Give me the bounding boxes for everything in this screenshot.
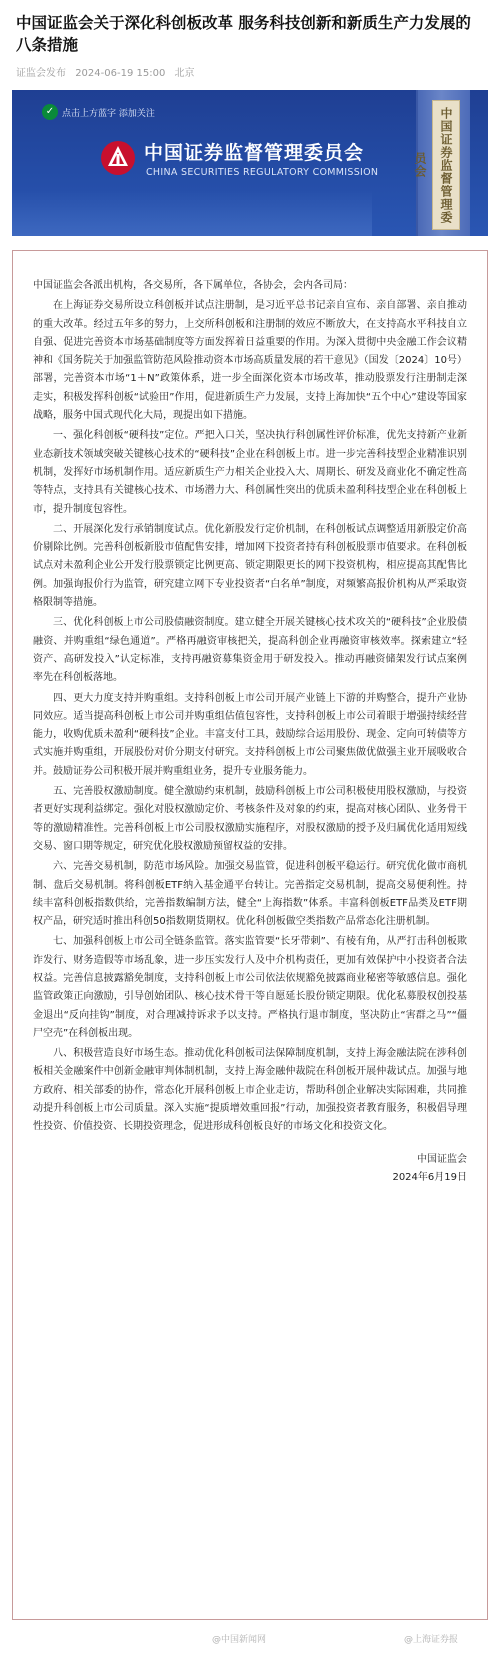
- document-signature: [33, 1151, 467, 1187]
- paragraph-measure-4: 四、更大力度支持并购重组。支持科创板上市公司开展产业链上下游的并购整合，提升产业协同效应。适当提高科创板上市公司并购重组估值包容性，支持科创板上市公司着眼于增强持续经营能力，收购优质未盈利“硬科技”企业。丰富支付工具，鼓励综合运用股份、现金、定向可转债等方式实施并购重组，开展股份对价分期支付研究。支持科创板上市公司聚焦做优做强主业开展吸收合并。鼓励证券公司积极开展并购重组业务，提升专业服务能力。: [33, 692, 467, 777]
- follow-text: 点击上方蓝字 添加关注: [62, 108, 155, 119]
- article-source[interactable]: 证监会发布: [16, 68, 66, 79]
- article-meta: [16, 64, 484, 80]
- paragraph-measure-2: 二、开展深化发行承销制度试点。优化新股发行定价机制，在科创板试点调整适用新股定价高价剔除比例。完善科创板新股市值配售安排，增加网下投资者持有科创板股票市值要求。在科创板试点对未盈利企业公开发行股票锁定比例更高、锁定期限更长的网下投资机构，相应提高其配售比例。加强询报价行为监管，研究建立网下专业投资者“白名单”制度，对频繁高报价机构从严采取资格限制等措施。: [33, 523, 467, 609]
- banner-name-en: CHINA SECURITIES REGULATORY COMMISSION: [146, 167, 379, 178]
- banner-name-cn: 中国证券监督管理委员会: [144, 142, 365, 164]
- paragraph-measure-6: 六、完善交易机制，防范市场风险。加强交易监管，促进科创板平稳运行。研究优化做市商机制、盘后交易机制。将科创板ETF纳入基金通平台转让。完善指定交易机制，提高交易便利性。持续丰富科创板指数供给，完善指数编制方法，健全“上海指数”体系。丰富科创板ETF品类及ETF期权产品，研究适时推出科创50指数期货期权。优化科创板做空类指数产品常态化注册机制。: [33, 861, 467, 928]
- paragraph-measure-7: 七、加强科创板上市公司全链条监管。落实监管要“长牙带刺”、有棱有角，从严打击科创板欺诈发行、财务造假等市场乱象，进一步压实发行人及中介机构责任，更加有效保护中小投资者合法权益。完善信息披露豁免制度，支持科创板上市公司依法依规豁免披露商业秘密等敏感信息。强化监管政策正向激励，引导创始团队、核心技术骨干等自愿延长股份锁定期限。优化私募股权创投基金退出“反向挂钩”制度，对合理减持诉求予以支持。严格执行退市制度，坚决防止“害群之马”“僵尸空壳”在科创板出现。: [33, 936, 467, 1039]
- document-salutation: 中国证监会各派出机构，各交易所，各下属单位，各协会，会内各司局：: [33, 280, 353, 291]
- document-body: [12, 250, 488, 1620]
- follow-prompt[interactable]: [42, 104, 155, 120]
- csrc-banner[interactable]: [12, 90, 488, 236]
- paragraph-measure-1: 一、强化科创板“硬科技”定位。严把入口关，坚决执行科创属性评价标准，优先支持新产业新业态新技术领域突破关键核心技术的“硬科技”企业在科创板上市。进一步完善科技型企业精准识别机制，发挥好市场机制作用。适应新质生产力相关企业投入大、周期长、研发及商业化不确定性高等特点，支持具有关键核心技术、市场潜力大、科创属性突出的优质未盈利科技型企业在科创板上市，提升制度包容性。: [33, 430, 467, 515]
- csrc-logo-icon: [100, 140, 136, 176]
- article-datetime: 2024-06-19 15:00: [75, 68, 166, 79]
- article-location: 北京: [174, 68, 195, 79]
- signature-date: 2024年6月19日: [392, 1171, 467, 1183]
- paragraph-measure-5: 五、完善股权激励制度。健全激励约束机制，鼓励科创板上市公司积极使用股权激励，与投资者更好实现利益绑定。强化对股权激励定价、考核条件及对象的约束，提高对核心团队、业务骨干等的激励精准性。完善科创板上市公司股权激励实施程序，对股权激励的授予及归属优化适用短线交易、窗口期等规定，研究优化股权激励预留权益的安排。: [33, 786, 467, 852]
- article-header: [0, 0, 500, 80]
- watermark-1: @中国新闻网: [212, 1635, 267, 1645]
- wechat-icon: ✓: [42, 104, 58, 120]
- banner-light-streak: [12, 190, 372, 236]
- paragraph-measure-8: 八、积极营造良好市场生态。推动优化科创板司法保障制度机制，支持上海金融法院在涉科创板相关金融案件中创新金融审判体制机制，支持上海金融仲裁院在科创板开展仲裁试点。加强与地方政府、相关部委的协作，常态化开展科创板上市企业走访，帮助科创企业解决实际困难，共同推动提升科创板上市公司质量。深入实施“提质增效重回报”行动，加强投资者教育服务，积极倡导理性投资、价值投资、长期投资理念，促进形成科创板良好的市场文化和投资文化。: [33, 1048, 467, 1133]
- paragraph-measure-3: 三、优化科创板上市公司股债融资制度。建立健全开展关键核心技术攻关的“硬科技”企业股债融资、并购重组“绿色通道”。严格再融资审核把关，提高科创企业再融资审核效率。探索建立“轻资产、高研发投入”认定标准，支持再融资募集资金用于研发投入。推动再融资储架发行试点案例率先在科创板落地。: [33, 617, 467, 684]
- paragraph-intro: 在上海证券交易所设立科创板并试点注册制，是习近平总书记亲自宣布、亲自部署、亲自推动的重大改革。经过五年多的努力，上交所科创板和注册制的效应不断放大，在支持高水平科技自立自强、促进完善资本市场基础制度等方面发挥着日益重要的作用。为深入贯彻中央金融工作会议精神和《国务院关于加强监管防范风险推动资本市场高质量发展的若干意见》（国发〔2024〕10号）部署，完善资本市场“1＋N”政策体系，进一步全面深化资本市场改革，推动股票发行注册制走深走实，积极发挥科创板“试验田”作用，促进新质生产力发展，支持上海加快“五个中心”建设等国家战略，服务中国式现代化大局，现提出如下措施。: [33, 300, 467, 422]
- signature-org: 中国证监会: [417, 1153, 467, 1165]
- article-title: 中国证监会关于深化科创板改革 服务科技创新和新质生产力发展的八条措施: [16, 14, 471, 54]
- building-plaque: 中国证券监督管理委员会: [432, 100, 460, 230]
- watermark-2: @上海证券报: [404, 1635, 459, 1645]
- image-footer: [12, 1626, 488, 1656]
